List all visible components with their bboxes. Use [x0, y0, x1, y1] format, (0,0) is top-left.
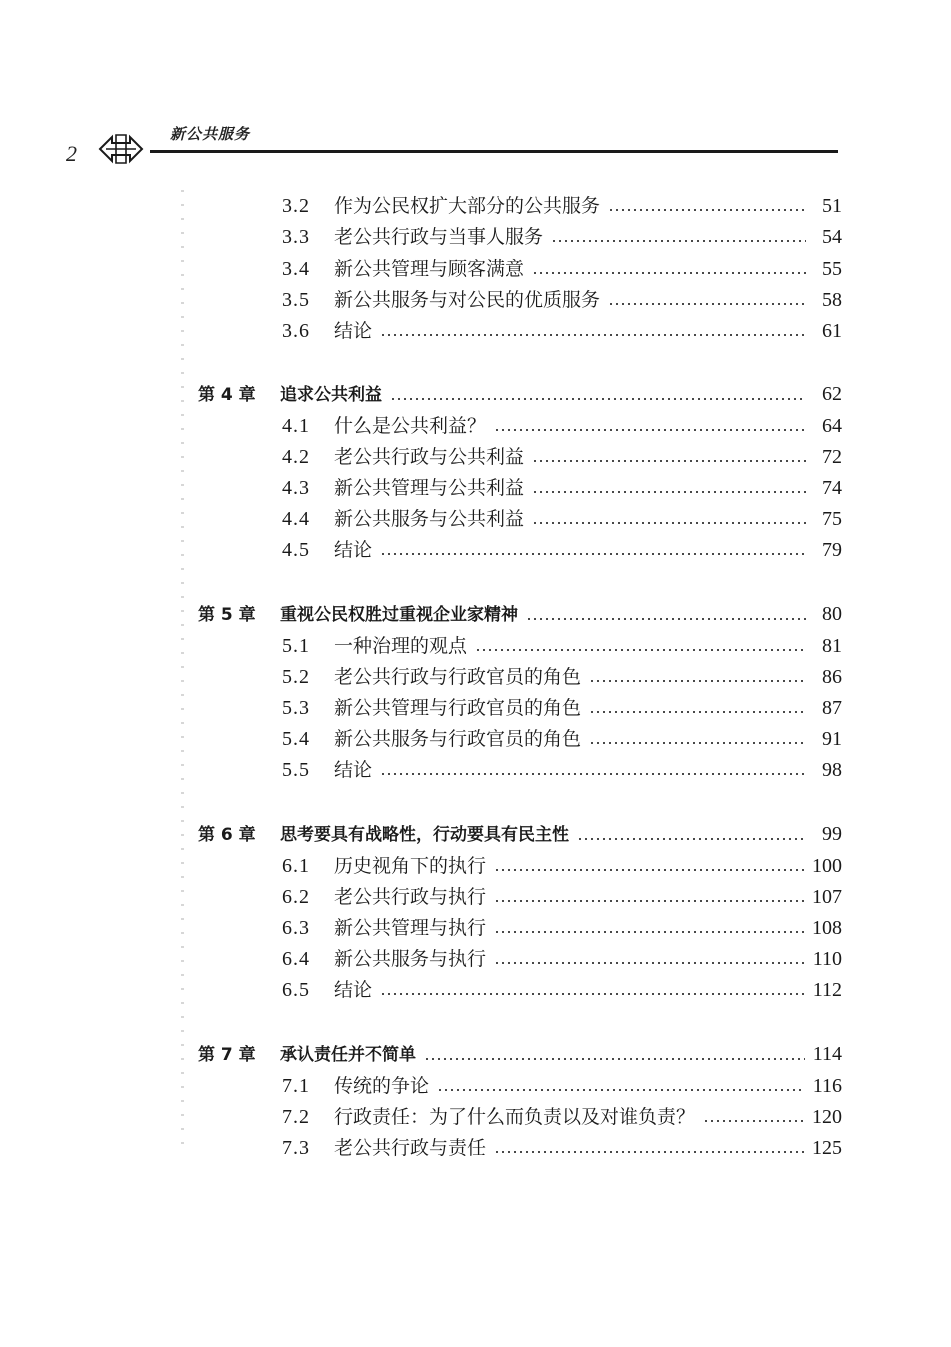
dot-leader [532, 522, 806, 524]
dot-leader [494, 931, 804, 933]
dot-leader [532, 491, 806, 493]
toc-section-row [282, 504, 842, 534]
toc-section-row [282, 913, 842, 943]
page-ref: 54 [822, 226, 842, 248]
header-rule [150, 150, 838, 153]
section-title: 新公共服务与行政官员的角色 [334, 728, 582, 750]
dot-leader [494, 962, 805, 964]
toc-section-row [282, 442, 842, 472]
dot-leader [494, 429, 806, 431]
page-ref: 120 [812, 1106, 842, 1128]
section-title: 一种治理的观点 [334, 635, 468, 657]
toc-chapter-row [198, 380, 842, 410]
dot-leader [577, 838, 806, 840]
section-number: 3.2 [282, 195, 310, 217]
dot-leader [703, 1120, 804, 1122]
toc-section-row [282, 285, 842, 315]
page-ref: 110 [812, 948, 842, 970]
section-number: 6.3 [282, 917, 310, 939]
chapter-title: 承认责任并不简单 [280, 1045, 416, 1065]
section-number: 6.4 [282, 948, 310, 970]
toc-chapter-row [198, 820, 842, 850]
section-title: 老公共行政与责任 [334, 1137, 487, 1159]
dot-leader [608, 209, 806, 211]
dot-leader [494, 900, 804, 902]
page-ref: 58 [822, 289, 842, 311]
page-ref: 74 [822, 477, 842, 499]
toc-section-row [282, 254, 842, 284]
dot-leader [608, 303, 806, 305]
toc-section-row [282, 755, 842, 785]
section-number: 4.2 [282, 446, 310, 468]
page-ref: 72 [822, 446, 842, 468]
section-number: 3.3 [282, 226, 310, 248]
page-ref: 116 [812, 1075, 842, 1097]
toc-section-row [282, 851, 842, 881]
section-title: 结论 [334, 759, 373, 781]
section-title: 新公共服务与执行 [334, 948, 487, 970]
page-ref: 86 [822, 666, 842, 688]
chapter-label: 第 4 章 [198, 385, 256, 405]
section-number: 5.1 [282, 635, 310, 657]
section-number: 3.6 [282, 320, 310, 342]
section-title: 传统的争论 [334, 1075, 430, 1097]
page-ref: 79 [822, 539, 842, 561]
chapter-label: 第 7 章 [198, 1045, 256, 1065]
dot-leader [589, 711, 806, 713]
page-ref: 51 [822, 195, 842, 217]
section-number: 4.3 [282, 477, 310, 499]
toc-section-row [282, 944, 842, 974]
dot-leader [424, 1058, 805, 1060]
section-title: 新公共管理与公共利益 [334, 477, 525, 499]
toc-chapter-row [198, 600, 842, 630]
ornament-icon [98, 131, 144, 167]
section-number: 7.2 [282, 1106, 310, 1128]
section-title: 新公共管理与执行 [334, 917, 487, 939]
page-ref: 64 [822, 415, 842, 437]
page-ref: 55 [822, 258, 842, 280]
toc-section-row [282, 222, 842, 252]
page-ref: 112 [812, 979, 842, 1001]
section-title: 作为公民权扩大部分的公共服务 [334, 195, 601, 217]
section-number: 6.2 [282, 886, 310, 908]
dot-leader [380, 334, 806, 336]
toc-section-row [282, 191, 842, 221]
dot-leader [437, 1089, 805, 1091]
toc-chapter-row [198, 1040, 842, 1070]
page-header [0, 0, 951, 180]
section-number: 5.4 [282, 728, 310, 750]
page-ref: 125 [812, 1137, 842, 1159]
section-number: 7.3 [282, 1137, 310, 1159]
toc-section-row [282, 316, 842, 346]
chapter-title: 重视公民权胜过重视企业家精神 [280, 605, 518, 625]
page-ref: 107 [812, 886, 842, 908]
margin-speckle [181, 190, 184, 1150]
page-ref: 87 [822, 697, 842, 719]
dot-leader [380, 553, 806, 555]
dot-leader [494, 869, 804, 871]
section-number: 4.4 [282, 508, 310, 530]
page-ref: 81 [822, 635, 842, 657]
section-title: 新公共服务与对公民的优质服务 [334, 289, 601, 311]
page-ref: 98 [822, 759, 842, 781]
chapter-title: 思考要具有战略性，行动要具有民主性 [280, 825, 569, 845]
dot-leader [380, 773, 806, 775]
section-title: 什么是公共利益？ [334, 415, 487, 437]
page-ref: 99 [822, 823, 842, 845]
toc-section-row [282, 411, 842, 441]
page-number: 2 [66, 141, 77, 166]
dot-leader [551, 240, 806, 242]
page-ref: 75 [822, 508, 842, 530]
section-title: 结论 [334, 320, 373, 342]
section-number: 6.1 [282, 855, 310, 877]
chapter-title: 追求公共利益 [280, 385, 382, 405]
section-number: 5.5 [282, 759, 310, 781]
running-title: 新公共服务 [170, 125, 251, 143]
toc-section-row [282, 535, 842, 565]
section-number: 3.5 [282, 289, 310, 311]
dot-leader [526, 618, 806, 620]
dot-leader [380, 993, 805, 995]
section-number: 5.2 [282, 666, 310, 688]
section-number: 7.1 [282, 1075, 310, 1097]
section-title: 新公共管理与行政官员的角色 [334, 697, 582, 719]
toc-section-row [282, 473, 842, 503]
section-title: 行政责任：为了什么而负责以及对谁负责？ [334, 1106, 696, 1128]
page-ref: 114 [812, 1043, 842, 1065]
dot-leader [589, 742, 806, 744]
page-ref: 80 [822, 603, 842, 625]
section-title: 老公共行政与行政官员的角色 [334, 666, 582, 688]
toc-section-row [282, 975, 842, 1005]
dot-leader [532, 272, 806, 274]
toc-section-row [282, 1071, 842, 1101]
section-title: 老公共行政与执行 [334, 886, 487, 908]
chapter-label: 第 6 章 [198, 825, 256, 845]
section-number: 4.1 [282, 415, 310, 437]
toc-section-row [282, 882, 842, 912]
dot-leader [532, 460, 806, 462]
section-title: 老公共行政与当事人服务 [334, 226, 544, 248]
section-title: 新公共管理与顾客满意 [334, 258, 525, 280]
toc-section-row [282, 693, 842, 723]
section-number: 5.3 [282, 697, 310, 719]
section-title: 老公共行政与公共利益 [334, 446, 525, 468]
page-ref: 108 [812, 917, 842, 939]
dot-leader [475, 649, 806, 651]
toc-section-row [282, 1133, 842, 1163]
dot-leader [390, 398, 806, 400]
dot-leader [494, 1151, 804, 1153]
section-title: 结论 [334, 979, 373, 1001]
toc-section-row [282, 1102, 842, 1132]
page-ref: 61 [822, 320, 842, 342]
toc-section-row [282, 662, 842, 692]
section-title: 新公共服务与公共利益 [334, 508, 525, 530]
section-title: 结论 [334, 539, 373, 561]
page-ref: 62 [822, 383, 842, 405]
dot-leader [589, 680, 806, 682]
page-ref: 91 [822, 728, 842, 750]
section-number: 4.5 [282, 539, 310, 561]
section-number: 3.4 [282, 258, 310, 280]
toc-section-row [282, 631, 842, 661]
section-number: 6.5 [282, 979, 310, 1001]
toc-section-row [282, 724, 842, 754]
section-title: 历史视角下的执行 [334, 855, 487, 877]
chapter-label: 第 5 章 [198, 605, 256, 625]
page-ref: 100 [812, 855, 842, 877]
